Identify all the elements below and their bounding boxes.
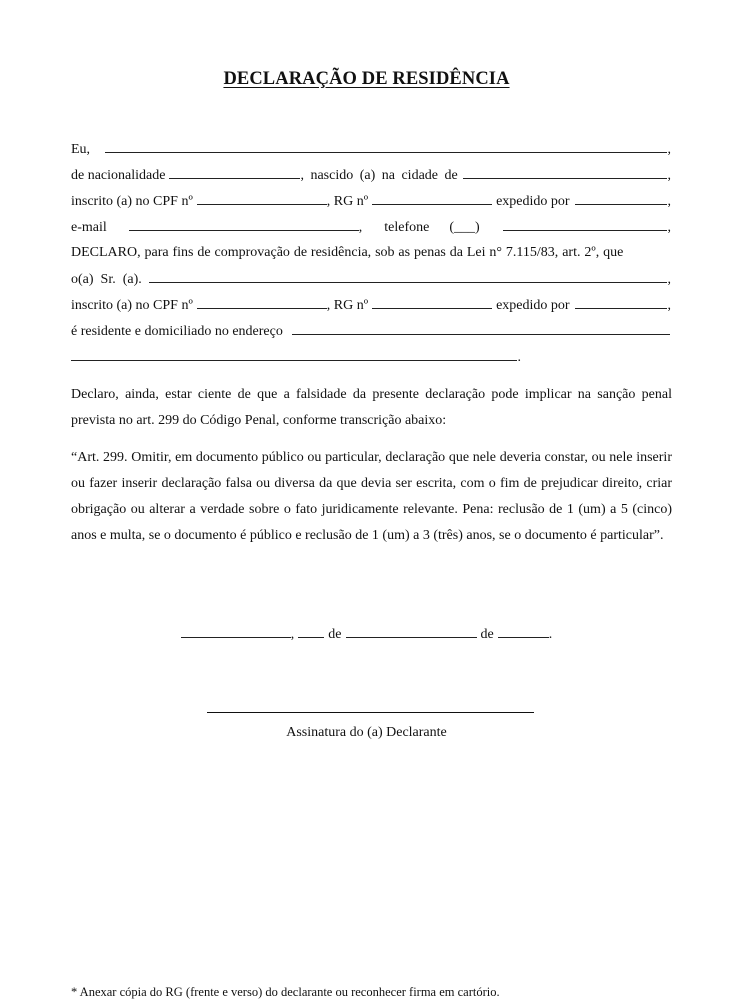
footnote: * Anexar cópia do RG (frente e verso) do declarante ou reconhecer firma em cartório. (71, 985, 500, 999)
declared-person-name-field[interactable] (149, 269, 667, 283)
signature-label: Assinatura do (a) Declarante (286, 725, 447, 740)
label-address: é residente e domiciliado no endereço (71, 324, 283, 339)
article-299-paragraph: “Art. 299. Omitir, em documento público ou particular, declaração que nele deveria constar, ou nele inserir ou fazer inserir declaração falsa ou diversa da que devia ser escrita, com o fim de prejudicar direito, criar obrigação ou alterar a verdade sobre o fato juridicamente relevante. Pena: reclusão de 1 (um) a 5 (cinco) anos e multa, se o documento é público e reclusão de 1 (um) a 3 (três) anos, se o documento é particular”. (71, 450, 672, 543)
day-field[interactable] (298, 623, 324, 638)
declared-issued-by-field[interactable] (575, 295, 667, 309)
address-continuation-line: . (71, 347, 521, 367)
nationality-line: de nacionalidade , nascido (a) na cidade de , (71, 165, 671, 185)
declared-person-line: o(a) Sr. (a). , (71, 269, 671, 289)
cpf-rg-line: inscrito (a) no CPF nº , RG nº expedido por , (71, 191, 671, 211)
document-title: DECLARAÇÃO DE RESIDÊNCIA (223, 69, 510, 89)
label-nationality: de nacionalidade (71, 168, 166, 183)
name-line: Eu, , (71, 139, 671, 159)
awareness-paragraph: Declaro, ainda, estar ciente de que a falsidade da presente declaração pode implicar na sanção penal prevista no art. 299 do Código Penal, conforme transcrição abaixo: (71, 387, 672, 428)
declaration-text: DECLARO, para fins de comprovação de residência, sob as penas da Lei n° 7.115/83, art. 2º, que (71, 245, 624, 260)
city-field[interactable] (181, 623, 291, 638)
label-issued-by-2: expedido por (496, 298, 570, 313)
label-cpf-2: inscrito (a) no CPF nº (71, 298, 193, 313)
label-email: e-mail (71, 220, 107, 235)
declared-cpf-rg-line: inscrito (a) no CPF nº , RG nº expedido por , (71, 295, 671, 315)
label-rg: , RG nº (326, 194, 369, 209)
phone-field[interactable] (503, 217, 667, 231)
nationality-field[interactable] (169, 165, 300, 179)
label-de-2: de (480, 627, 494, 642)
date-place-line: , de de . (0, 623, 733, 645)
rg-field[interactable] (372, 191, 492, 205)
declared-cpf-field[interactable] (197, 295, 327, 309)
label-phone: telefone (384, 220, 430, 235)
phone-area-code-field[interactable]: (___) (449, 220, 480, 235)
address-field[interactable] (292, 321, 670, 335)
declaration-line (71, 243, 671, 263)
label-cpf: inscrito (a) no CPF nº (71, 194, 193, 209)
signature-line[interactable] (207, 712, 534, 713)
email-field[interactable] (129, 217, 359, 231)
label-birth-city: , nascido (a) na cidade de (300, 168, 458, 183)
declared-rg-field[interactable] (372, 295, 492, 309)
address-continuation-field[interactable] (71, 347, 517, 361)
label-issued-by: expedido por (496, 194, 570, 209)
label-mr-mrs: o(a) Sr. (a). (71, 272, 142, 287)
year-field[interactable] (498, 623, 549, 638)
contact-line: e-mail , telefone (___) , (71, 217, 671, 237)
name-field[interactable] (105, 139, 666, 153)
label-eu: Eu, (71, 142, 91, 157)
label-de-1: de (328, 627, 342, 642)
issued-by-field[interactable] (575, 191, 667, 205)
cpf-field[interactable] (197, 191, 327, 205)
address-line (71, 321, 671, 341)
month-field[interactable] (346, 623, 477, 638)
birth-city-field[interactable] (463, 165, 667, 179)
label-rg-2: , RG nº (326, 298, 369, 313)
